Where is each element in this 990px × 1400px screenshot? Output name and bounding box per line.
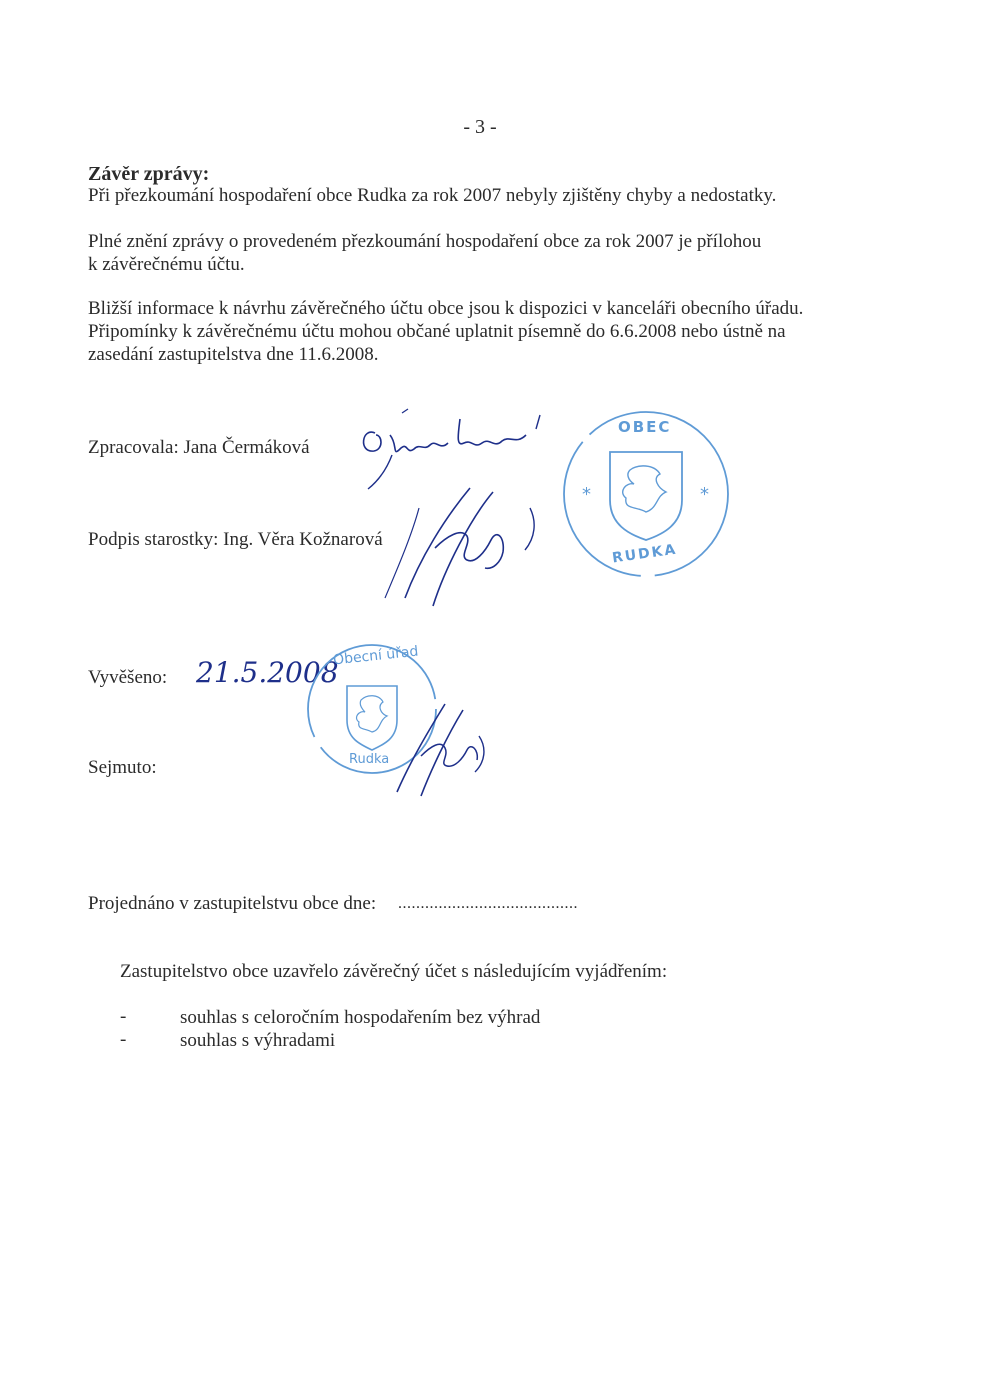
discussed-label: Projednáno v zastupitelstvu obce dne: [88, 893, 377, 914]
mayor-signature-label: Podpis starostky: Ing. Věra Kožnarová [88, 529, 383, 550]
paragraph-3-line-1: Bližší informace k návrhu závěrečného účtu obce jsou k dispozici v kanceláři obecního úřadu. [88, 298, 804, 319]
posted-date: 21.5.2008 [196, 656, 339, 689]
paragraph-3-line-2: Připomínky k závěrečnému účtu mohou občané uplatnit písemně do 6.6.2008 nebo ústně na [88, 321, 786, 342]
municipality-stamp [560, 408, 732, 580]
stamp-bottom-text: RUDKA [611, 541, 679, 567]
option-1-text: souhlas s celoročním hospodařením bez výhrad [180, 1007, 541, 1028]
svg-text:*: * [700, 484, 709, 505]
posted-label: Vyvěšeno: [88, 667, 168, 688]
option-2-dash: - [120, 1029, 127, 1050]
mayor-signature-posting [375, 700, 495, 800]
paragraph-1: Při přezkoumání hospodaření obce Rudka za rok 2007 nebyly zjištěny chyby a nedostatky. [88, 185, 777, 206]
prepared-by: Zpracovala: Jana Čermáková [88, 437, 310, 458]
page-number: - 3 - [463, 116, 497, 138]
option-1-dash: - [120, 1006, 127, 1027]
office-stamp-top-text: Obecní úřad [332, 643, 420, 669]
paragraph-3-line-3: zasedání zastupitelstva dne 11.6.2008. [88, 344, 379, 365]
mayor-signature [375, 478, 545, 618]
option-2-text: souhlas s výhradami [180, 1030, 336, 1051]
svg-text:*: * [582, 484, 591, 505]
paragraph-2-line-1: Plné znění zprávy o provedeném přezkoumání hospodaření obce za rok 2007 je přílohou [88, 231, 762, 252]
conclusion-heading: Závěr zprávy: [88, 163, 210, 185]
stamp-top-text: OBEC [618, 418, 672, 436]
discussed-date-blank: ........................................ [398, 895, 578, 912]
office-stamp-bottom-text: Rudka [349, 752, 390, 767]
removed-label: Sejmuto: [88, 757, 157, 778]
paragraph-2-line-2: k závěrečnému účtu. [88, 254, 245, 275]
closing-statement: Zastupitelstvo obce uzavřelo závěrečný účet s následujícím vyjádřením: [120, 961, 668, 982]
